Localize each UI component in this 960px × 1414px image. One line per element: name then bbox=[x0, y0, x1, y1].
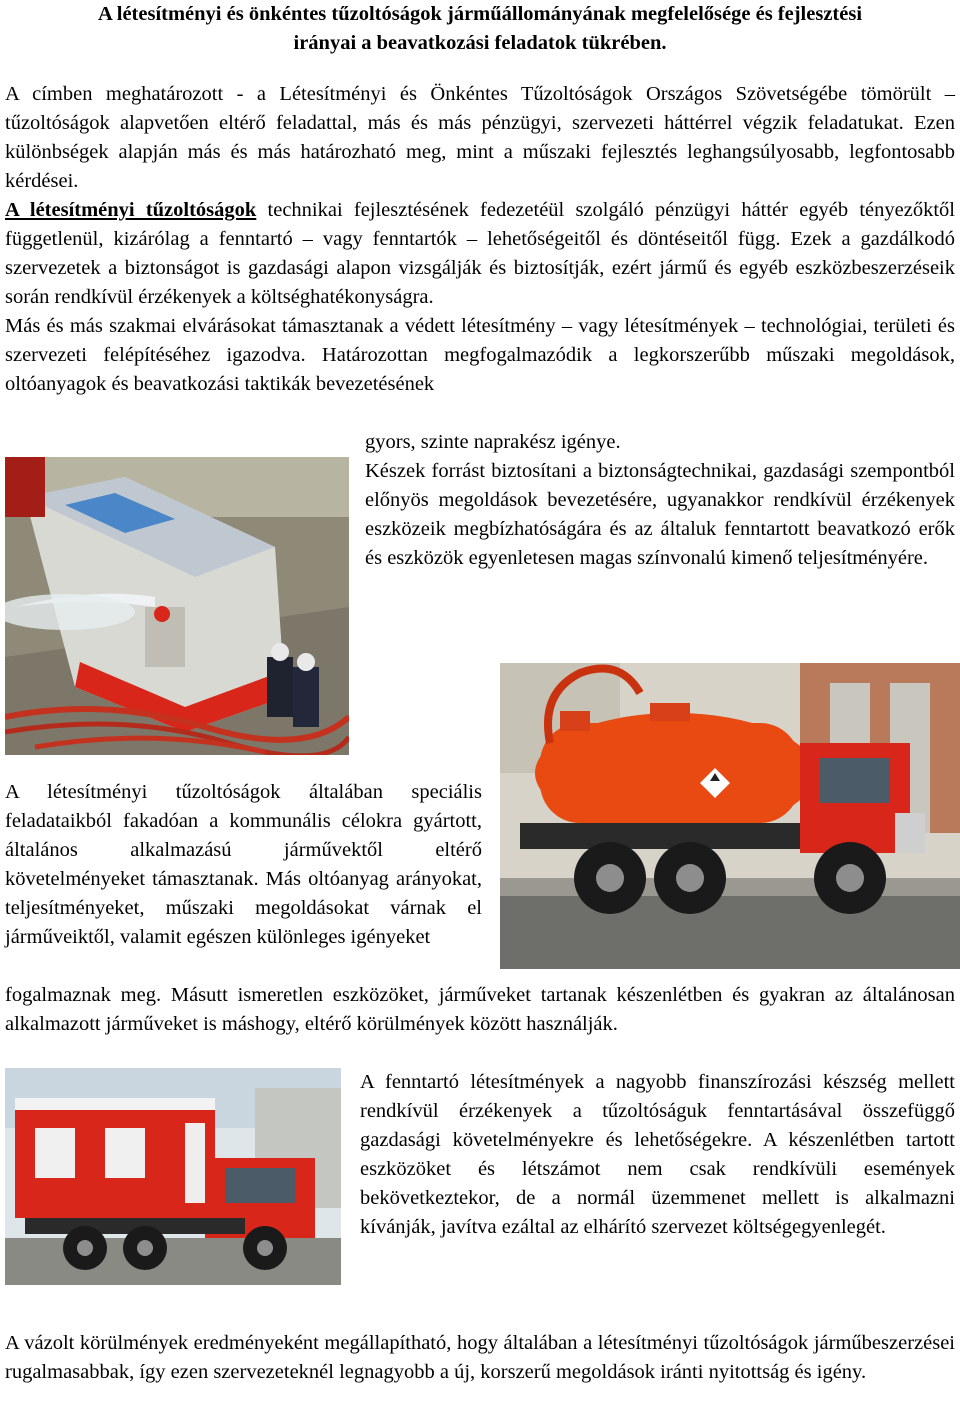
paragraph-financing: A fenntartó létesítmények a nagyobb finanszírozási készség mellett rendkívül érzékenyek a tűzoltóságuk fenntartásával összefüggő gazdasági követelményekre és lehetőségekre. A készenlétben tartott eszközöket és létszámot nem csak rendkívüli események bekövetkeztekor, de a normál üzemmenet mellett is alkalmazni kívánják, javítva ezáltal az elhárító szervezet költségegyenlegét. bbox=[360, 1071, 955, 1238]
conclusion-section bbox=[5, 1329, 955, 1387]
paragraph-special-requirements-end: fogalmaznak meg. Másutt ismeretlen eszközöket, járműveket tartanak készenlétben és gyakran az általánosan alkalmazott járműveket is máshogy, eltérő körülmények között használják. bbox=[5, 984, 955, 1035]
title-line-2: irányai a beavatkozási feladatok tükrében. bbox=[293, 32, 667, 54]
photo-pump-container bbox=[5, 457, 349, 755]
paragraph-conclusion: A vázolt körülmények eredményeként megállapítható, hogy általában a létesítményi tűzoltóságok járműbeszerzései rugalmasabbak, így ezen szervezeteknél legnagyobb a új, korszerű megoldások iránti nyitottság és igény. bbox=[5, 1332, 955, 1383]
page-title bbox=[0, 0, 960, 58]
photo-container-truck bbox=[5, 1068, 341, 1285]
financing-section bbox=[360, 1068, 955, 1242]
paragraph-expectations: Más és más szakmai elvárásokat támasztanak a védett létesítmény – vagy létesítmények – technológiai, területi és szervezeti felépítéséhez igazodva. Határozottan megfogalmazódik a legkorszerűbb műszaki megoldások, oltóanyagok és beavatkozási taktikák bevezetésének bbox=[5, 315, 955, 395]
facility-brigades-lead: A létesítményi tűzoltóságok bbox=[5, 199, 257, 221]
special-requirements-section bbox=[5, 778, 482, 952]
paragraph-facility-brigades bbox=[5, 196, 955, 312]
intro-section bbox=[5, 80, 955, 399]
pump-container-image bbox=[5, 457, 349, 755]
paragraph-special-requirements: A létesítményi tűzoltóságok általában speciális feladataikból fakadóan a kommunális célokra gyártott, általános alkalmazású járművektől eltérő követelményeket támasztanak. Más oltóanyag arányokat, teljesítményeket, műszaki megoldásokat várnak el járműveiktől, valamit egészen különleges igényeket bbox=[5, 781, 482, 948]
facility-brigades-text: technikai fejlesztésének fedezetéül szolgáló pénzügyi háttér egyéb tényezőktől függetlenül, kizárólag a fenntartó – vagy fenntartók – lehetőségeitől és döntéseitől függ. Ezek a gazdálkodó szervezetek a biztonságot is gazdasági alapon vizsgálják és biztosítják, ezért jármű és egyéb eszközbeszerzéseik során rendkívül érzékenyek a költséghatékonyságra. bbox=[5, 199, 955, 308]
container-truck-image bbox=[5, 1068, 341, 1285]
readiness-section bbox=[365, 428, 955, 573]
paragraph-readiness: Készek forrást biztosítani a biztonságtechnikai, gazdasági szempontból előnyös megoldások bevezetésére, ugyanakkor rendkívül érzékenyek eszközeik megbízhatóságára és az általuk fenntartott beavatkozó erők és eszközök egyenletesen magas színvonalú kimenő teljesítményére. bbox=[365, 460, 955, 569]
paragraph-intro: A címben meghatározott - a Létesítményi és Önkéntes Tűzoltóságok Országos Szövetségébe tömörült – tűzoltóságok alapvetően eltérő feladattal, más és más pénzügyi, szervezeti háttérrel végzik feladatukat. Ezen különbségek alapján más és más határozható meg, mint a műszaki fejlesztés leghangsúlyosabb, legfontosabb kérdései. bbox=[5, 83, 955, 192]
paragraph-expectations-tail: gyors, szinte naprakész igénye. bbox=[365, 431, 621, 453]
tanker-truck-image bbox=[500, 663, 960, 969]
special-requirements-continued bbox=[5, 981, 955, 1039]
title-line-1: A létesítményi és önkéntes tűzoltóságok járműállományának megfelelősége és fejlesztési bbox=[97, 3, 863, 25]
photo-tanker-truck bbox=[500, 663, 960, 969]
